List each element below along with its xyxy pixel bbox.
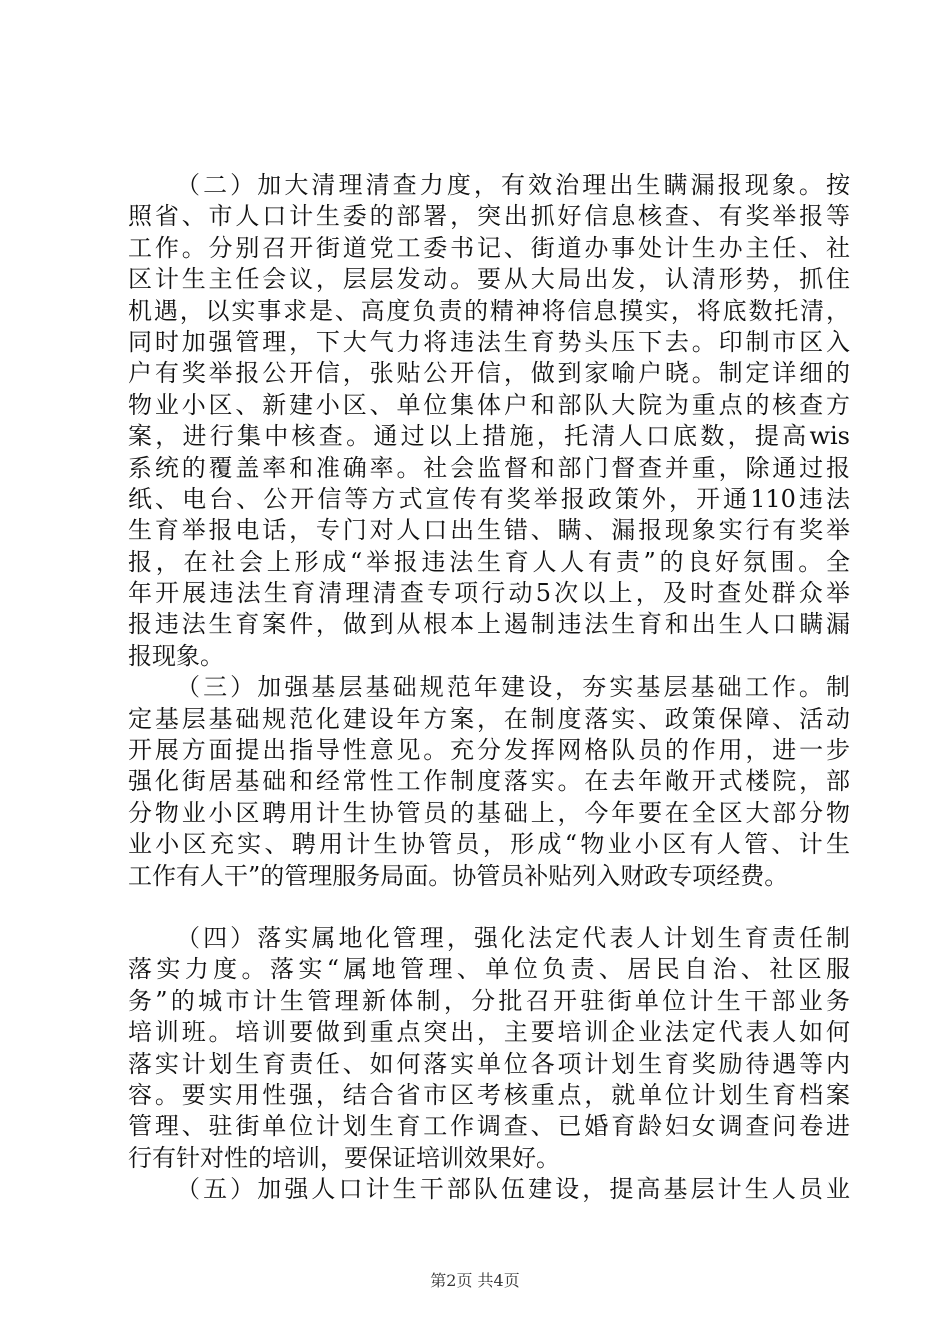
paragraph-3-line-7: 工作有人干”的管理服务局面。协管员补贴列入财政专项经费。: [128, 861, 789, 890]
paragraph-gap: [128, 892, 850, 923]
paragraph-4-line-3: 务”的城市计生管理新体制，分批召开驻街单位计生干部业务: [128, 986, 850, 1015]
page-footer: 第2页 共4页: [430, 1271, 520, 1290]
paragraph-2-line-12: 生育举报电话，专门对人口出生错、瞒、漏报现象实行有奖举: [128, 516, 850, 545]
paragraph-2-line-7: 户有奖举报公开信，张贴公开信，做到家喻户晓。制定详细的: [128, 359, 850, 388]
paragraph-2-line-8: 物业小区、新建小区、单位集体户和部队大院为重点的核查方: [128, 390, 850, 419]
paragraph-2-line-3: 工作。分别召开街道党工委书记、街道办事处计生办主任、社: [128, 233, 850, 262]
paragraph-3-line-3: 开展方面提出指导性意见。充分发挥网格队员的作用，进一步: [128, 736, 850, 765]
paragraph-4-line-1: （四）落实属地化管理，强化法定代表人计划生育责任制: [176, 923, 850, 952]
paragraph-3-line-2: 定基层基础规范化建设年方案，在制度落实、政策保障、活动: [128, 704, 850, 733]
paragraph-3-line-6: 业小区充实、聘用计生协管员，形成“物业小区有人管、计生: [128, 830, 850, 859]
paragraph-2-line-14: 年开展违法生育清理清查专项行动5次以上，及时查处群众举: [128, 579, 850, 608]
paragraph-3-line-4: 强化街居基础和经常性工作制度落实。在去年敞开式楼院，部: [128, 767, 850, 796]
paragraph-2-line-15: 报违法生育案件，做到从根本上遏制违法生育和出生人口瞒漏: [128, 610, 850, 639]
paragraph-2-line-11: 纸、电台、公开信等方式宣传有奖举报政策外，开通110违法: [128, 484, 850, 513]
paragraph-4-line-2: 落实力度。落实“属地管理、单位负责、居民自治、社区服: [128, 955, 850, 984]
paragraph-2-line-2: 照省、市人口计生委的部署，突出抓好信息核查、有奖举报等: [128, 202, 850, 231]
paragraph-2-line-1: （二）加大清理清查力度，有效治理出生瞒漏报现象。按: [176, 171, 850, 199]
paragraph-2-line-6: 同时加强管理，下大气力将违法生育势头压下去。印制市区入: [128, 327, 850, 356]
paragraph-3-line-5: 分物业小区聘用计生协管员的基础上，今年要在全区大部分物: [128, 798, 850, 827]
document-body: [128, 170, 850, 1206]
paragraph-2-line-16: 报现象。: [128, 641, 224, 670]
paragraph-4-line-4: 培训班。培训要做到重点突出，主要培训企业法定代表人如何: [128, 1018, 850, 1047]
paragraph-2-line-9: 案，进行集中核查。通过以上措施，托清人口底数，提高wis: [128, 422, 850, 451]
paragraph-4-line-8: 行有针对性的培训，要保证培训效果好。: [128, 1143, 560, 1172]
paragraph-3-line-1: （三）加强基层基础规范年建设，夯实基层基础工作。制: [176, 673, 850, 702]
paragraph-4-line-7: 管理、驻街单位计划生育工作调查、已婚育龄妇女调查问卷进: [128, 1112, 850, 1141]
paragraph-4-line-5: 落实计划生育责任、如何落实单位各项计划生育奖励待遇等内: [128, 1049, 850, 1078]
paragraph-2-line-4: 区计生主任会议，层层发动。要从大局出发，认清形势，抓住: [128, 265, 850, 294]
paragraph-4-line-6: 容。要实用性强，结合省市区考核重点，就单位计划生育档案: [128, 1080, 850, 1109]
paragraph-2-line-13: 报，在社会上形成“举报违法生育人人有责”的良好氛围。全: [128, 547, 850, 576]
paragraph-2-line-5: 机遇，以实事求是、高度负责的精神将信息摸实，将底数托清，: [128, 296, 850, 325]
paragraph-5-line-1: （五）加强人口计生干部队伍建设，提高基层计生人员业: [176, 1175, 850, 1204]
paragraph-2-line-10: 系统的覆盖率和准确率。社会监督和部门督查并重，除通过报: [128, 453, 850, 482]
